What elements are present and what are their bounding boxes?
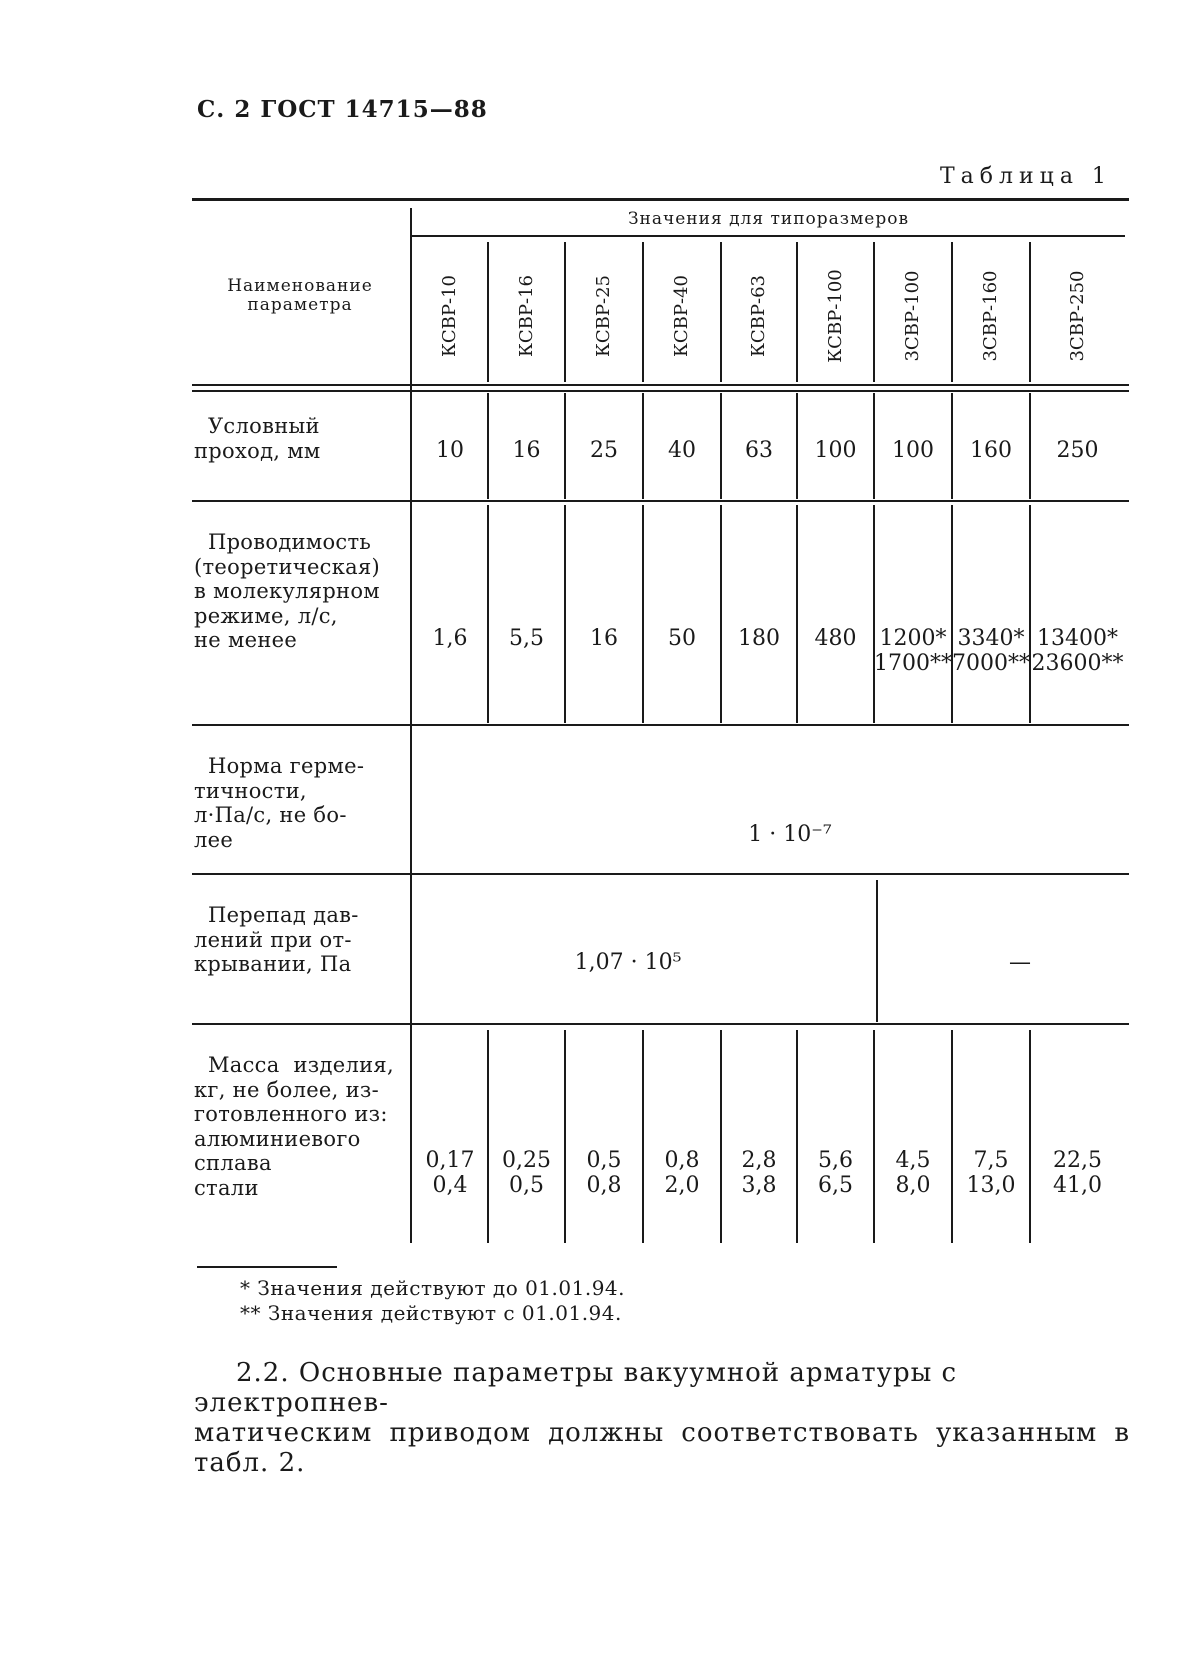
- size-header: КСВР-25: [593, 274, 614, 358]
- nominal-bore-value: 250: [1056, 438, 1099, 463]
- conductance-value: 1,6: [432, 626, 468, 651]
- mass-value: 0,25 0,5: [502, 1148, 551, 1198]
- paragraph-word: должны: [548, 1418, 665, 1448]
- nominal-bore-value: 25: [590, 438, 618, 463]
- nominal-bore-value: 63: [745, 438, 773, 463]
- row-rule-4: [192, 1023, 1129, 1025]
- mass-value: 7,5 13,0: [966, 1148, 1016, 1198]
- mass-column-divider: [873, 1030, 875, 1243]
- paragraph-line-3: табл. 2.: [194, 1448, 306, 1478]
- conductance-value: 13400* 23600**: [1031, 626, 1124, 676]
- paragraph-word: матическим: [194, 1418, 373, 1448]
- label-mass: Масса изделия, кг, не более, из- готовленного из: алюминиевого сплава стали: [194, 1053, 394, 1200]
- size-header: КСВР-16: [515, 274, 537, 358]
- table-caption: Таблица 1: [940, 164, 1112, 189]
- bore-column-divider: [642, 393, 644, 499]
- page-header: С. 2 ГОСТ 14715—88: [197, 96, 488, 123]
- size-header: 3СВР-100: [902, 270, 923, 362]
- conductance-value: 180: [738, 626, 780, 651]
- conductance-value: 3340* 7000**: [952, 626, 1030, 676]
- mass-column-divider: [642, 1030, 644, 1243]
- mass-column-divider: [951, 1030, 953, 1243]
- pressure-drop-zsvr-value: —: [1009, 950, 1031, 975]
- header-column-divider: [487, 242, 489, 382]
- mass-column-divider: [796, 1030, 798, 1243]
- conductance-value: 50: [668, 626, 696, 651]
- nominal-bore-value: 100: [814, 438, 857, 463]
- header-column-divider: [796, 242, 798, 382]
- header-column-divider: [873, 242, 875, 382]
- label-pressure-drop: Перепад дав- лений при от- крывании, Па: [194, 903, 359, 976]
- footnote-2: ** Значения действуют с 01.01.94.: [240, 1301, 622, 1325]
- size-header: КСВР-63: [748, 274, 769, 358]
- footnote-1: * Значения действуют до 01.01.94.: [240, 1276, 626, 1300]
- size-header: 3СВР-250: [1066, 270, 1088, 362]
- bore-column-divider: [951, 393, 953, 499]
- mass-value: 2,8 3,8: [741, 1148, 777, 1198]
- conductance-value: 16: [590, 626, 618, 651]
- bore-column-divider: [720, 393, 722, 499]
- nominal-bore-value: 16: [512, 438, 541, 463]
- bore-column-divider: [1029, 393, 1031, 499]
- row-rule-1: [192, 500, 1129, 502]
- size-header: КСВР-100: [824, 269, 846, 363]
- param-column-header: Наименование параметра: [227, 276, 373, 315]
- mass-value: 0,8 2,0: [664, 1148, 700, 1198]
- header-column-divider: [720, 242, 722, 382]
- conductance-column-divider: [873, 505, 875, 723]
- bore-column-divider: [796, 393, 798, 499]
- paragraph-word: приводом: [389, 1418, 531, 1448]
- conductance-column-divider: [564, 505, 566, 723]
- conductance-column-divider: [951, 505, 953, 723]
- mass-column-divider: [1029, 1030, 1031, 1243]
- size-header: КСВР-40: [671, 274, 692, 358]
- mass-column-divider: [564, 1030, 566, 1243]
- header-column-divider: [951, 242, 953, 382]
- size-header: 3СВР-160: [980, 270, 1001, 362]
- leak-rate-value: 1 · 10⁻⁷: [748, 822, 832, 847]
- nominal-bore-value: 160: [970, 438, 1012, 463]
- footnote-rule: [197, 1266, 337, 1268]
- label-nominal-bore: Условный проход, мм: [194, 414, 321, 463]
- nominal-bore-value: 40: [668, 438, 696, 463]
- nominal-bore-value: 10: [436, 438, 464, 463]
- paragraph-line-1: 2.2. Основные параметры вакуумной арматуры с электропнев-: [194, 1358, 958, 1418]
- paragraph-word: указанным: [935, 1418, 1098, 1448]
- conductance-value: 480: [814, 626, 857, 651]
- mass-value: 5,6 6,5: [818, 1148, 853, 1198]
- conductance-column-divider: [720, 505, 722, 723]
- label-leak-rate: Норма герме- тичности, л·Па/с, не бо- лее: [194, 754, 365, 852]
- header-column-divider: [642, 242, 644, 382]
- header-bottom-rule-1: [192, 384, 1129, 386]
- paragraph-word: соответствовать: [681, 1418, 919, 1448]
- mass-column-divider: [720, 1030, 722, 1243]
- conductance-column-divider: [642, 505, 644, 723]
- values-header-rule: [412, 235, 1125, 237]
- pressure-drop-ksvr-value: 1,07 · 10⁵: [574, 950, 682, 975]
- table-top-rule: [192, 198, 1129, 201]
- pressure-row-divider: [876, 880, 878, 1022]
- size-header: КСВР-10: [439, 274, 460, 358]
- conductance-column-divider: [796, 505, 798, 723]
- label-conductance: Проводимость (теоретическая) в молекулярном режиме, л/с, не менее: [194, 530, 381, 652]
- param-column-divider: [410, 208, 412, 1243]
- mass-value: 4,5 8,0: [895, 1148, 931, 1198]
- row-rule-3: [192, 873, 1129, 875]
- conductance-value: 1200* 1700**: [874, 626, 952, 676]
- conductance-column-divider: [487, 505, 489, 723]
- paragraph-word: в: [1114, 1418, 1130, 1448]
- row-rule-2: [192, 724, 1129, 726]
- nominal-bore-value: 100: [892, 438, 934, 463]
- header-bottom-rule-2: [192, 390, 1129, 392]
- conductance-value: 5,5: [509, 626, 544, 651]
- header-column-divider: [564, 242, 566, 382]
- mass-column-divider: [487, 1030, 489, 1243]
- header-column-divider: [1029, 242, 1031, 382]
- bore-column-divider: [873, 393, 875, 499]
- bore-column-divider: [487, 393, 489, 499]
- paragraph-2-2: [194, 1358, 1130, 1478]
- mass-value: 0,17 0,4: [425, 1148, 475, 1198]
- mass-value: 0,5 0,8: [586, 1148, 622, 1198]
- values-header: Значения для типоразмеров: [627, 208, 910, 229]
- paragraph-line-2: [194, 1418, 1130, 1448]
- conductance-column-divider: [1029, 505, 1031, 723]
- bore-column-divider: [564, 393, 566, 499]
- mass-value: 22,5 41,0: [1053, 1148, 1102, 1198]
